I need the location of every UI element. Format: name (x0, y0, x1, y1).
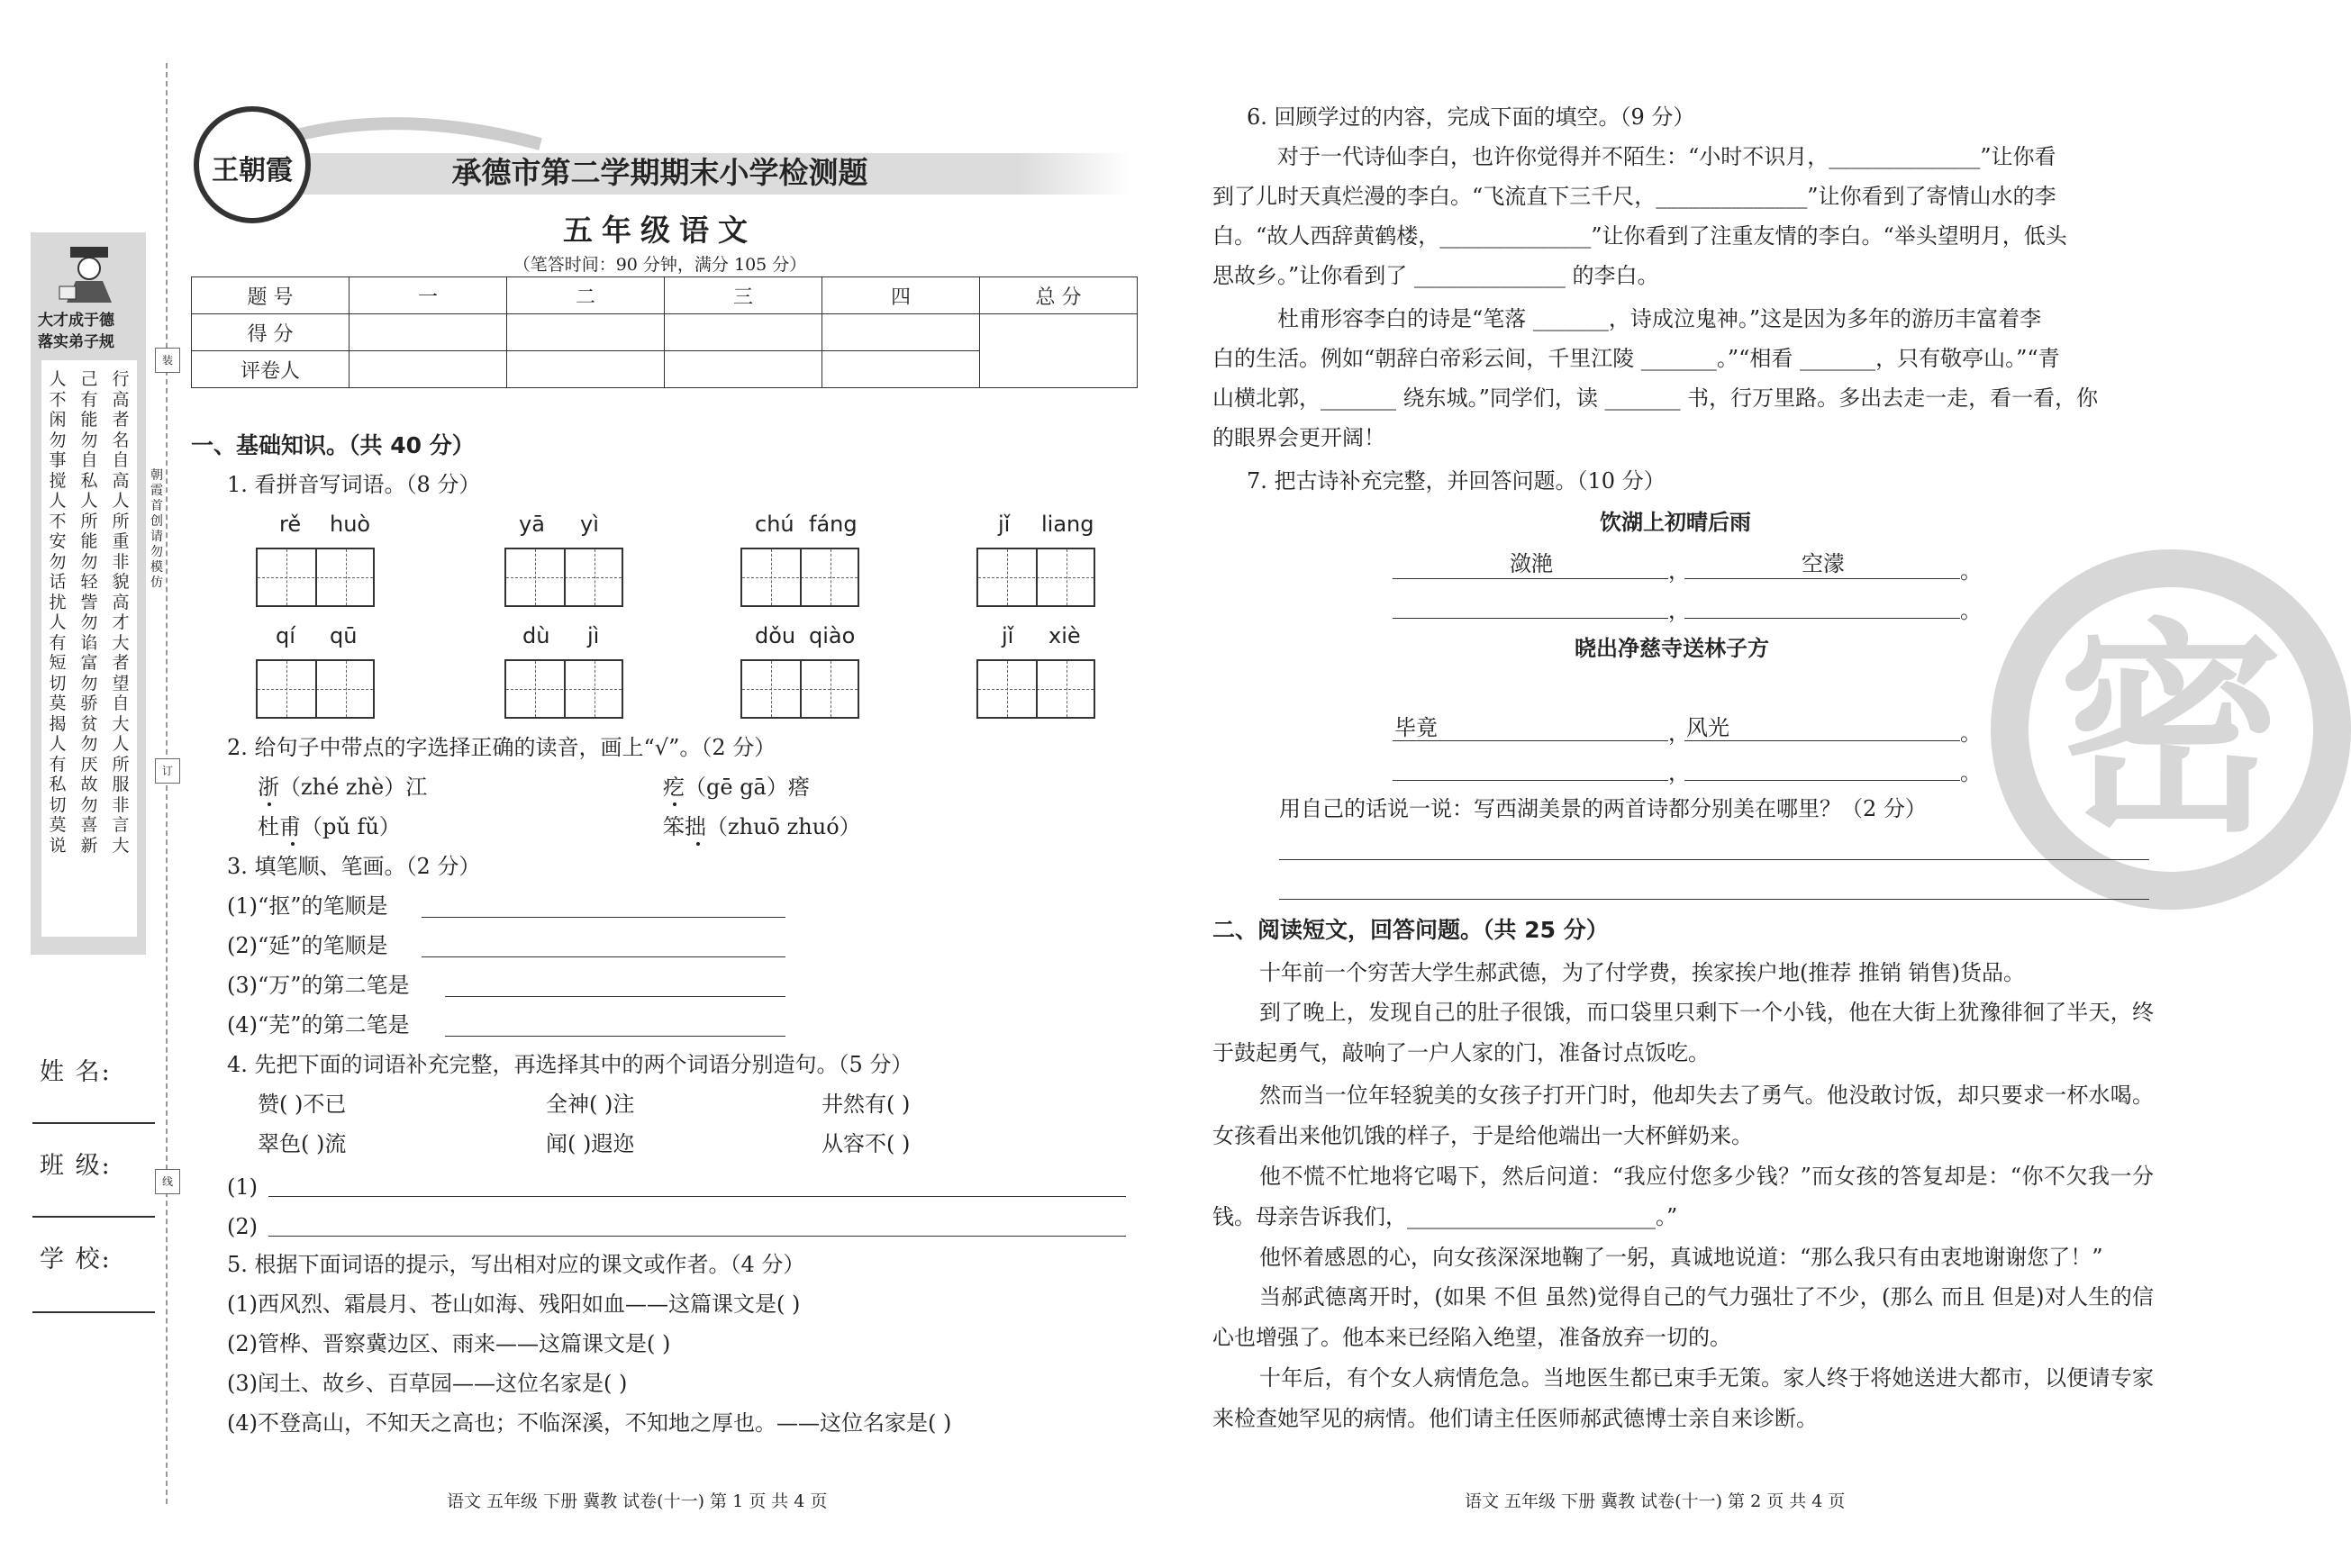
table-header: 总 分 (980, 277, 1138, 314)
pinyin-label: qū (330, 623, 358, 648)
pronunciation-item[interactable]: 浙（zhé zhè）江 (258, 775, 428, 800)
grader-cell[interactable] (349, 351, 507, 388)
sentence-line[interactable] (268, 1196, 1126, 1197)
poem-line[interactable] (1393, 578, 1668, 579)
writing-grid[interactable] (504, 548, 623, 607)
pinyin-label: chú (755, 512, 794, 537)
answer-line[interactable] (445, 1036, 785, 1037)
q6-line[interactable]: 白的生活。例如“朝辞白帝彩云间，千里江陵 _______。”“相看 _______，只有敬亭山。”“青 (1212, 346, 2060, 371)
name-field[interactable] (32, 1122, 155, 1124)
class-label: 班 级: (40, 1152, 112, 1180)
poem-comma: ， (1668, 558, 1690, 584)
score-table (191, 276, 1138, 388)
q6-line[interactable]: 对于一代诗仙李白，也许你觉得并不陌生：“小时不识月，______________”让你看 (1277, 144, 2056, 169)
grader-row-label: 评卷人 (192, 351, 349, 388)
text-author-item[interactable]: (2)管桦、晋察冀边区、雨来——这篇课文是( ) (227, 1331, 671, 1356)
page-footer-left: 语文 五年级 下册 冀教 试卷(十一) 第 1 页 共 4 页 (447, 1491, 828, 1511)
question-2: 2. 给句子中带点的字选择正确的读音，画上“√”。（2 分） (227, 735, 776, 760)
pinyin-label: jǐ (1002, 623, 1014, 648)
writing-grid[interactable] (740, 548, 859, 607)
q6-line[interactable]: 山横北郭，_______ 绕东城。”同学们，读 _______ 书，行万里路。多出去走一走，看一看，你 (1212, 385, 2099, 411)
pinyin-label: jì (587, 623, 600, 648)
score-cell[interactable] (507, 314, 665, 351)
poem-line[interactable] (1393, 780, 1668, 781)
sentence-line[interactable] (268, 1236, 1126, 1237)
exam-title: 承德市第二学期期末小学检测题 (451, 155, 868, 190)
pinyin-label: fáng (809, 512, 858, 537)
table-header: 一 (349, 277, 507, 314)
question-5: 5. 根据下面词语的提示，写出相对应的课文或作者。（4 分） (227, 1252, 805, 1277)
poem-line[interactable] (1684, 780, 1960, 781)
score-cell[interactable] (822, 314, 980, 351)
grader-cell[interactable] (665, 351, 822, 388)
pinyin-label: rě (279, 512, 302, 537)
cut-mark: 装 (155, 348, 180, 373)
pinyin-label: qí (276, 623, 295, 648)
answer-line[interactable] (445, 996, 785, 997)
stroke-item: (1)“抠”的笔顺是 (227, 893, 388, 919)
emphasis-dot (696, 842, 700, 846)
class-field[interactable] (32, 1216, 155, 1218)
table-row (192, 277, 1138, 314)
stroke-item: (4)“芜”的第二笔是 (227, 1012, 410, 1038)
poem1-title: 饮湖上初晴后雨 (1600, 510, 1751, 535)
reading-paragraph: 十年后，有个女人病情危急。当地医生都已束手无策。家人终于将她送进大都市，以便请专家来检查她罕见的病情。他们请主任医师郝武德博士亲自来诊断。 (1212, 1365, 2154, 1431)
word-completion[interactable]: 从容不( ) (821, 1131, 911, 1156)
pinyin-label: qiào (809, 623, 856, 648)
question-6: 6. 回顾学过的内容，完成下面的填空。（9 分） (1247, 104, 1695, 130)
slogan-column: 行高者名自高人所重非貌高才大者望自大人所服非言大 (112, 369, 130, 856)
slogan-column: 人不闲勿事搅人不安勿话扰人有短切莫揭人有私切莫说 (49, 369, 67, 856)
slogan-columns (41, 360, 137, 937)
emphasis-dot (291, 842, 295, 846)
section1-title: 一、基础知识。（共 40 分） (191, 432, 475, 458)
cut-mark: 线 (155, 1169, 180, 1194)
reading-paragraph: 然而当一位年轻貌美的女孩子打开门时，他却失去了勇气。他没敢讨饭，却只要求一杯水喝。女孩看出来他饥饿的样子，于是给他端出一大杯鲜奶来。 (1212, 1083, 2154, 1148)
page-footer-right: 语文 五年级 下册 冀教 试卷(十一) 第 2 页 共 4 页 (1465, 1491, 1846, 1511)
copyright-note: 朝霞首创 请勿模仿 (150, 468, 163, 590)
question-7: 7. 把古诗补充完整，并回答问题。（10 分） (1247, 468, 1666, 494)
poem-start-word: 毕竟 (1394, 715, 1438, 740)
pinyin-label: jǐ (998, 512, 1011, 537)
brand-logo-text: 王朝霞 (212, 155, 293, 186)
time-note: （笔答时间：90 分钟，满分 105 分） (513, 255, 807, 275)
reading-paragraph[interactable]: 当郝武德离开时，(如果 不但 虽然)觉得自己的气力强壮了不少，(那么 而且 但是)对人生的信心也增强了。他本来已经陷入绝望，准备放弃一切的。 (1212, 1284, 2154, 1350)
confidential-seal-icon (1991, 549, 2351, 910)
subject-title: 五年级语文 (563, 213, 757, 248)
school-field[interactable] (32, 1311, 155, 1313)
motto-top: 大才成于德 (38, 312, 114, 330)
text-author-item[interactable]: (4)不登高山，不知天之高也；不临深溪，不知地之厚也。——这位名家是( ) (227, 1410, 952, 1436)
motto-bottom: 落实弟子规 (38, 333, 114, 351)
emphasis-dot (268, 802, 271, 806)
binding-cut-line (166, 63, 168, 1504)
reading-paragraph: 到了晚上，发现自己的肚子很饿，而口袋里只剩下一个小钱，他在大街上犹豫徘徊了半天，终于鼓起勇气，敲响了一户人家的门，准备讨点饭吃。 (1212, 1000, 2154, 1065)
poem-line[interactable] (1393, 618, 1668, 619)
answer-line[interactable] (422, 956, 785, 957)
score-row-label: 得 分 (192, 314, 349, 351)
sentence-label: (2) (227, 1214, 258, 1239)
poem-comma: ， (1668, 721, 1690, 746)
question-1: 1. 看拼音写词语。（8 分） (227, 472, 481, 497)
table-header: 三 (665, 277, 822, 314)
scholar-figure-icon (58, 245, 121, 304)
text-author-item[interactable]: (1)西风烈、霜晨月、苍山如海、残阳如血——这篇课文是( ) (227, 1292, 801, 1317)
poem-line[interactable] (1684, 578, 1960, 579)
pinyin-label: huò (330, 512, 371, 537)
word-completion[interactable]: 闻( )遐迩 (546, 1131, 635, 1156)
reading-paragraph: 十年前一个穷苦大学生郝武德，为了付学费，挨家挨户地(推荐 推销 销售)货品。 (1259, 960, 2025, 985)
poem-start-word: 潋滟 (1510, 551, 1553, 576)
ribbon-decoration (297, 99, 540, 153)
pinyin-label: yì (580, 512, 599, 537)
writing-grid[interactable] (976, 659, 1095, 719)
poem-start-word: 风光 (1686, 715, 1729, 740)
writing-grid[interactable] (256, 659, 375, 719)
pinyin-label: dù (522, 623, 550, 648)
emphasis-dot (673, 802, 676, 806)
q7-question: 用自己的话说一说：写西湖美景的两首诗都分别美在哪里？（2 分） (1279, 796, 1927, 821)
section2-title: 二、阅读短文，回答问题。（共 25 分） (1212, 917, 1609, 943)
table-header: 题 号 (192, 277, 349, 314)
cut-mark: 订 (155, 758, 180, 784)
score-cell[interactable] (349, 314, 507, 351)
pinyin-label: xiè (1048, 623, 1081, 648)
answer-line[interactable] (422, 917, 785, 918)
pinyin-label: yā (519, 512, 545, 537)
poem-start-word: 空濛 (1802, 551, 1845, 576)
poem-line[interactable] (1684, 618, 1960, 619)
poem-period: 。 (1960, 598, 1982, 623)
reading-paragraph: 他怀着感恩的心，向女孩深深地鞠了一躬，真诚地说道：“那么我只有由衷地谢谢您了！” (1259, 1245, 2103, 1270)
pronunciation-item[interactable]: 疙（gē gā）瘩 (663, 775, 810, 800)
slogan-column: 己有能勿自私人所能勿轻訾勿谄富勿骄贫勿厌故勿喜新 (80, 369, 98, 856)
answer-line[interactable] (1279, 899, 2149, 900)
writing-grid[interactable] (976, 548, 1095, 607)
poem-comma: ， (1668, 598, 1690, 623)
text-author-item[interactable]: (3)闰土、故乡、百草园——这位名家是( ) (227, 1371, 628, 1396)
poem-period: 。 (1960, 721, 1982, 746)
question-3: 3. 填笔顺、笔画。（2 分） (227, 854, 481, 879)
total-score-cell[interactable] (980, 314, 1138, 388)
stroke-item: (2)“延”的笔顺是 (227, 933, 388, 958)
question-4: 4. 先把下面的词语补充完整，再选择其中的两个词语分别造句。（5 分） (227, 1052, 913, 1077)
grader-cell[interactable] (822, 351, 980, 388)
word-completion[interactable]: 全神( )注 (546, 1092, 635, 1117)
seal-char: 密 (2058, 597, 2283, 862)
q6-line[interactable]: 白。“故人西辞黄鹤楼，______________”让你看到了注重友情的李白。“举头望明月，低头 (1212, 223, 2067, 249)
word-completion[interactable]: 翠色( )流 (258, 1131, 347, 1156)
table-row (192, 314, 1138, 351)
sidebar-slogan-panel (31, 232, 146, 955)
q6-line[interactable]: 思故乡。”让你看到了 ______________ 的李白。 (1212, 263, 1659, 288)
name-label: 姓 名: (40, 1058, 112, 1086)
q6-line: 的眼界会更开阔！ (1212, 425, 1385, 450)
poem-period: 。 (1960, 558, 1982, 584)
word-completion[interactable]: 井然有( ) (821, 1092, 911, 1117)
poem-comma: ， (1668, 760, 1690, 785)
poem-period: 。 (1960, 760, 1982, 785)
writing-grid[interactable] (504, 659, 623, 719)
writing-grid[interactable] (256, 548, 375, 607)
table-header: 四 (822, 277, 980, 314)
score-cell[interactable] (665, 314, 822, 351)
school-label: 学 校: (40, 1246, 112, 1273)
sentence-label: (1) (227, 1174, 258, 1200)
poem2-title: 晓出净慈寺送林子方 (1575, 636, 1769, 661)
q6-line[interactable]: 到了儿时天真烂漫的李白。“飞流直下三千尺，______________”让你看到了寄情山水的李 (1212, 184, 2056, 209)
stroke-item: (3)“万”的第二笔是 (227, 973, 410, 998)
pronunciation-item[interactable]: 笨拙（zhuō zhuó） (663, 814, 861, 839)
word-completion[interactable]: 赞( )不已 (258, 1092, 347, 1117)
reading-paragraph[interactable]: 他不慌不忙地将它喝下，然后问道：“我应付您多少钱？”而女孩的答复却是：“你不欠我一分钱。母亲告诉我们，_______________________。” (1212, 1164, 2154, 1229)
pronunciation-item[interactable]: 杜甫（pǔ fǔ） (258, 814, 401, 839)
table-header: 二 (507, 277, 665, 314)
answer-line[interactable] (1279, 859, 2149, 860)
pinyin-label: liang (1041, 512, 1094, 537)
pinyin-label: dǒu (755, 623, 796, 648)
grader-cell[interactable] (507, 351, 665, 388)
q6-line[interactable]: 杜甫形容李白的诗是“笔落 _______，诗成泣鬼神。”这是因为多年的游历丰富着李 (1277, 306, 2042, 331)
writing-grid[interactable] (740, 659, 859, 719)
